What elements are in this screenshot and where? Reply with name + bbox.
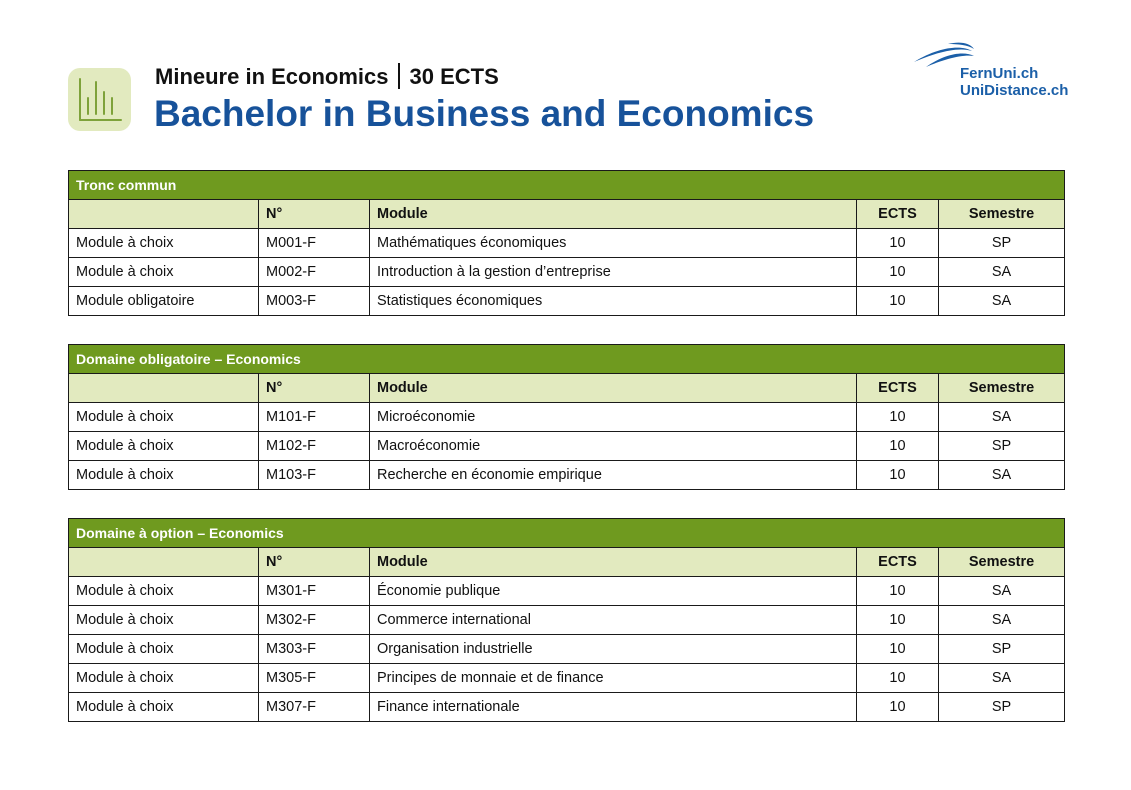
- table-row: [69, 577, 1065, 606]
- module-ects: 10: [857, 461, 939, 490]
- table-row: [69, 693, 1065, 722]
- column-header-module: Module: [370, 548, 857, 577]
- module-name: Recherche en économie empirique: [370, 461, 857, 490]
- column-header-type: [69, 548, 259, 577]
- section-title: Tronc commun: [69, 171, 1065, 200]
- program-subtitle: [155, 63, 499, 90]
- module-type: Module à choix: [69, 606, 259, 635]
- module-ects: 10: [857, 229, 939, 258]
- column-header-ects: ECTS: [857, 548, 939, 577]
- logo-line-fernuni: FernUni.ch: [960, 65, 1039, 82]
- module-ects: 10: [857, 403, 939, 432]
- module-name: Statistiques économiques: [370, 287, 857, 316]
- module-name: Microéconomie: [370, 403, 857, 432]
- module-name: Économie publique: [370, 577, 857, 606]
- module-type: Module à choix: [69, 693, 259, 722]
- module-type: Module à choix: [69, 229, 259, 258]
- module-type: Module à choix: [69, 432, 259, 461]
- column-header-module: Module: [370, 200, 857, 229]
- logo-line-unidistance: UniDistance.ch: [960, 82, 1069, 99]
- module-table-domaine-obligatoire: [68, 344, 1065, 490]
- column-header-number: N°: [259, 200, 370, 229]
- module-semester: SP: [939, 635, 1065, 664]
- module-semester: SA: [939, 664, 1065, 693]
- module-name: Organisation industrielle: [370, 635, 857, 664]
- module-number: M002-F: [259, 258, 370, 287]
- module-name: Introduction à la gestion d’entreprise: [370, 258, 857, 287]
- module-number: M102-F: [259, 432, 370, 461]
- column-header-ects: ECTS: [857, 374, 939, 403]
- university-logo[interactable]: [912, 40, 1072, 102]
- module-ects: 10: [857, 635, 939, 664]
- module-name: Macroéconomie: [370, 432, 857, 461]
- module-semester: SA: [939, 606, 1065, 635]
- table-row: [69, 258, 1065, 287]
- column-header-type: [69, 200, 259, 229]
- column-header-semester: Semestre: [939, 374, 1065, 403]
- column-header-number: N°: [259, 548, 370, 577]
- module-table-domaine-option: [68, 518, 1065, 722]
- column-header-module: Module: [370, 374, 857, 403]
- module-ects: 10: [857, 606, 939, 635]
- module-ects: 10: [857, 577, 939, 606]
- module-name: Mathématiques économiques: [370, 229, 857, 258]
- module-semester: SA: [939, 403, 1065, 432]
- module-number: M003-F: [259, 287, 370, 316]
- table-row: [69, 432, 1065, 461]
- module-ects: 10: [857, 287, 939, 316]
- module-semester: SP: [939, 693, 1065, 722]
- module-number: M101-F: [259, 403, 370, 432]
- module-type: Module à choix: [69, 664, 259, 693]
- module-number: M301-F: [259, 577, 370, 606]
- module-name: Principes de monnaie et de finance: [370, 664, 857, 693]
- module-type: Module à choix: [69, 577, 259, 606]
- ects-total: 30 ECTS: [409, 64, 499, 89]
- module-semester: SA: [939, 577, 1065, 606]
- module-table-tronc-commun: [68, 170, 1065, 316]
- table-row: [69, 635, 1065, 664]
- module-type: Module à choix: [69, 258, 259, 287]
- table-row: [69, 461, 1065, 490]
- module-number: M303-F: [259, 635, 370, 664]
- module-name: Finance internationale: [370, 693, 857, 722]
- module-ects: 10: [857, 664, 939, 693]
- module-semester: SA: [939, 258, 1065, 287]
- module-name: Commerce international: [370, 606, 857, 635]
- module-semester: SA: [939, 461, 1065, 490]
- table-row: [69, 664, 1065, 693]
- table-row: [69, 403, 1065, 432]
- section-title: Domaine à option – Economics: [69, 519, 1065, 548]
- column-header-semester: Semestre: [939, 200, 1065, 229]
- module-number: M302-F: [259, 606, 370, 635]
- module-number: M001-F: [259, 229, 370, 258]
- column-header-ects: ECTS: [857, 200, 939, 229]
- module-type: Module obligatoire: [69, 287, 259, 316]
- column-header-semester: Semestre: [939, 548, 1065, 577]
- table-row: [69, 287, 1065, 316]
- module-type: Module à choix: [69, 635, 259, 664]
- bar-chart-icon: [68, 68, 131, 131]
- module-type: Module à choix: [69, 403, 259, 432]
- module-semester: SP: [939, 229, 1065, 258]
- page-title: Bachelor in Business and Economics: [154, 93, 815, 134]
- module-number: M103-F: [259, 461, 370, 490]
- module-ects: 10: [857, 432, 939, 461]
- section-title: Domaine obligatoire – Economics: [69, 345, 1065, 374]
- table-row: [69, 606, 1065, 635]
- module-number: M307-F: [259, 693, 370, 722]
- module-number: M305-F: [259, 664, 370, 693]
- column-header-number: N°: [259, 374, 370, 403]
- module-type: Module à choix: [69, 461, 259, 490]
- column-header-type: [69, 374, 259, 403]
- subtitle-divider: [398, 63, 400, 89]
- module-ects: 10: [857, 258, 939, 287]
- table-row: [69, 229, 1065, 258]
- module-semester: SA: [939, 287, 1065, 316]
- module-semester: SP: [939, 432, 1065, 461]
- minor-name: Mineure in Economics: [155, 64, 389, 89]
- module-ects: 10: [857, 693, 939, 722]
